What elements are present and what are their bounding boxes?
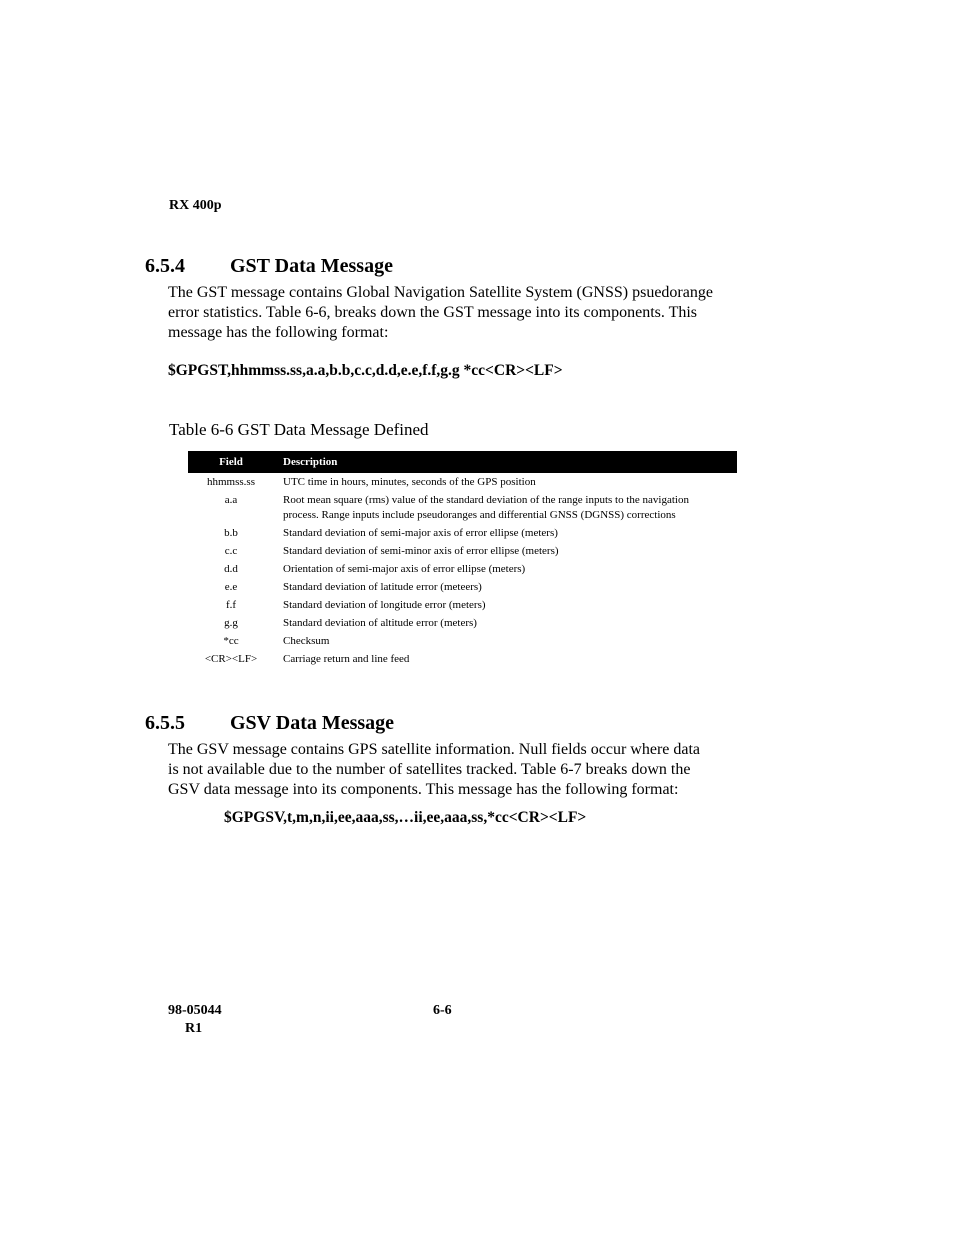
table-row	[188, 473, 737, 491]
field-cell: <CR><LF>	[204, 653, 258, 665]
paragraph-line: is not available due to the number of satellites tracked. Table 6-7 breaks down the	[168, 761, 691, 778]
section-number: 6.5.5	[145, 712, 185, 734]
description-cell: Standard deviation of semi-minor axis of error ellipse (meters)	[283, 545, 559, 557]
running-header: RX 400p	[169, 198, 222, 213]
paragraph-line: GSV data message into its components. This message has the following format:	[168, 781, 679, 798]
table-header-row	[188, 451, 737, 473]
description-cell: Checksum	[283, 635, 330, 647]
table-row	[188, 524, 737, 542]
description-cell: Root mean square (rms) value of the standard deviation of the range inputs to the navigation process. Range inputs include pseudoranges and differential GNSS (DGNSS) corrections	[283, 494, 689, 521]
gsv-format-string: $GPGSV,t,m,n,ii,ee,aaa,ss,…ii,ee,aaa,ss,*cc<CR><LF>	[224, 809, 587, 826]
section-number: 6.5.4	[145, 255, 185, 277]
table-row	[188, 650, 737, 668]
footer-revision: R1	[185, 1021, 203, 1036]
field-cell: a.a	[224, 494, 238, 506]
description-cell: Standard deviation of semi-major axis of error ellipse (meters)	[283, 527, 558, 539]
description-cell: UTC time in hours, minutes, seconds of the GPS position	[283, 476, 536, 488]
gst-fields-table	[188, 451, 737, 668]
footer-doc-number: 98-05044	[168, 1003, 222, 1018]
field-cell: d.d	[224, 563, 238, 575]
gst-format-string: $GPGST,hhmmss.ss,a.a,b.b,c.c,d.d,e.e,f.f,g.g *cc<CR><LF>	[168, 362, 563, 379]
section-title: GSV Data Message	[230, 712, 395, 734]
paragraph-line: message has the following format:	[168, 324, 389, 341]
gst-intro-paragraph	[168, 283, 713, 343]
description-cell: Standard deviation of altitude error (meters)	[283, 617, 477, 629]
description-cell: Standard deviation of longitude error (meters)	[283, 599, 486, 611]
field-cell: *cc	[223, 635, 239, 647]
footer-page-number: 6-6	[433, 1003, 452, 1018]
table-row	[188, 596, 737, 614]
table-row	[188, 542, 737, 560]
section-title: GST Data Message	[230, 255, 393, 277]
description-cell: Standard deviation of latitude error (meteers)	[283, 581, 482, 593]
table-caption: Table 6-6 GST Data Message Defined	[169, 420, 429, 439]
paragraph-line: The GSV message contains GPS satellite information. Null fields occur where data	[168, 741, 701, 758]
field-cell: g.g	[224, 617, 238, 629]
table-row	[188, 491, 737, 524]
column-header-description: Description	[274, 451, 737, 473]
table-row	[188, 560, 737, 578]
paragraph-line: The GST message contains Global Navigation Satellite System (GNSS) psuedorange	[168, 284, 713, 301]
field-cell: c.c	[224, 545, 238, 557]
table-row	[188, 632, 737, 650]
gsv-intro-paragraph	[168, 740, 700, 800]
table-row	[188, 614, 737, 632]
description-cell: Orientation of semi-major axis of error ellipse (meters)	[283, 563, 526, 575]
column-header-field: Field	[188, 451, 274, 473]
paragraph-line: error statistics. Table 6-6, breaks down the GST message into its components. This	[168, 304, 698, 321]
field-cell: b.b	[224, 527, 238, 539]
field-cell: hhmmss.ss	[207, 476, 255, 488]
field-cell: f.f	[225, 599, 237, 611]
field-cell: e.e	[224, 581, 238, 593]
description-cell: Carriage return and line feed	[283, 653, 410, 665]
table-row	[188, 578, 737, 596]
